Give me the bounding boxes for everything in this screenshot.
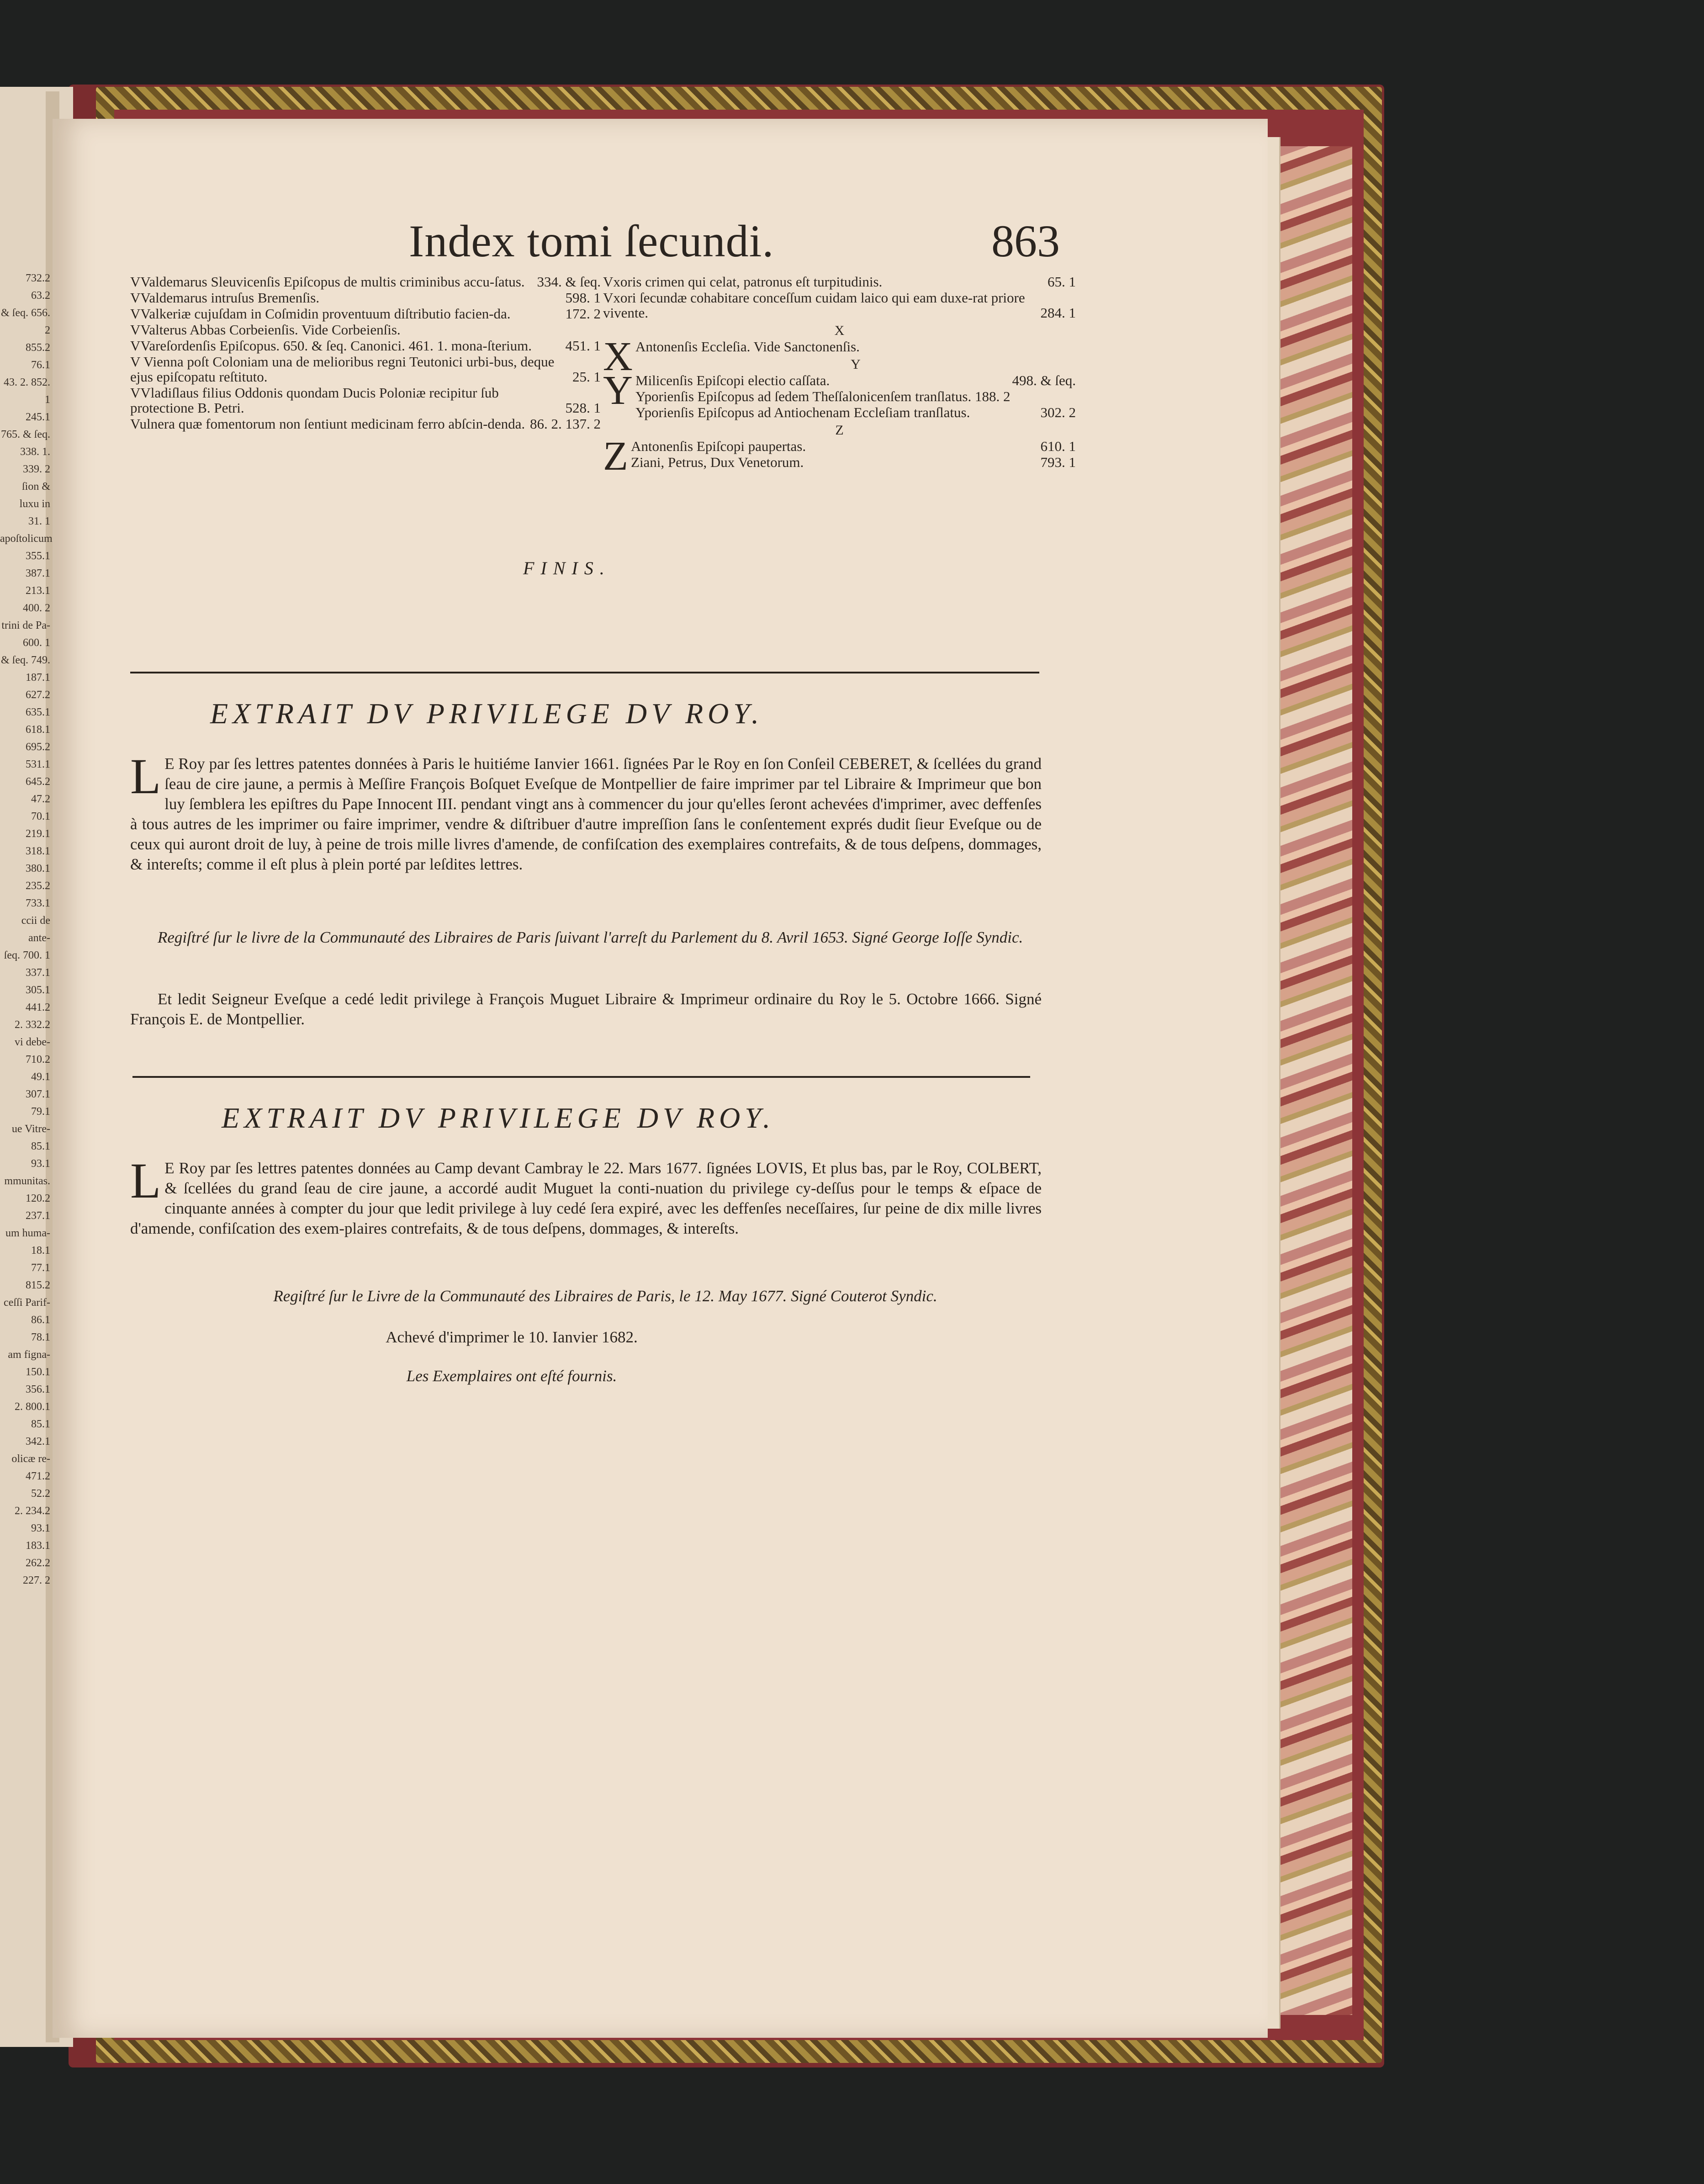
margin-number: 2. 800.1 xyxy=(15,1401,50,1413)
index-entry-pages: 451. 1 xyxy=(565,338,601,354)
margin-number: 305.1 xyxy=(26,984,50,996)
margin-number: 337.1 xyxy=(26,967,50,979)
margin-number: 342.1 xyxy=(26,1436,50,1447)
margin-number: 213.1 xyxy=(26,585,50,597)
index-entry-text: Yporienſis Epiſcopus ad ſedem Theſſalonicenſem tranſlatus. 188. 2 xyxy=(635,388,1011,404)
extrait-title-2: EXTRAIT DV PRIVILEGE DV ROY. xyxy=(222,1102,775,1134)
margin-number: 187.1 xyxy=(26,672,50,684)
index-entry-pages: 498. & ſeq. xyxy=(1012,372,1076,388)
finis: FINIS. xyxy=(523,558,611,578)
index-entry-text: Antonenſis Epiſcopi paupertas. xyxy=(630,438,806,454)
marbled-endpaper xyxy=(1279,146,1352,2015)
margin-number: 63.2 xyxy=(31,290,50,302)
margin-number: am figna- xyxy=(8,1349,50,1361)
index-entry-text: Vxori ſecundæ cohabitare conceſſum cuidam laico qui eam duxe-rat priore vivente. xyxy=(603,290,1025,321)
registration-1: Regiſtré ſur le livre de la Communauté des Libraires de Paris ſuivant l'arreſt du Parlement du 8. Avril 1653. Signé George Ioſſe Syndic. xyxy=(158,928,1023,946)
index-entry xyxy=(130,274,601,289)
margin-number: 85.1 xyxy=(31,1418,50,1430)
margin-number: 47.2 xyxy=(31,793,50,805)
index-entry-pages: 302. 2 xyxy=(1040,404,1076,420)
drop-cap: L xyxy=(130,1153,161,1209)
index-column-left xyxy=(130,274,601,432)
index-entry xyxy=(603,334,1076,379)
index-entry-pages: 65. 1 xyxy=(1048,274,1076,290)
margin-number: 765. & ſeq. xyxy=(1,429,50,440)
margin-number: 441.2 xyxy=(26,1002,50,1013)
margin-number: & ſeq. 656. 2 xyxy=(1,307,50,336)
printing-completed: Achevé d'imprimer le 10. Ianvier 1682. xyxy=(386,1328,638,1346)
margin-number: 627.2 xyxy=(26,689,50,701)
index-entry xyxy=(130,290,601,305)
margin-number: 400. 2 xyxy=(23,602,50,614)
margin-number: um huma- xyxy=(5,1227,50,1239)
margin-number: 710.2 xyxy=(26,1054,50,1065)
margin-number: 120.2 xyxy=(26,1193,50,1204)
index-entry-pages: 528. 1 xyxy=(565,400,601,416)
margin-number: 76.1 xyxy=(31,359,50,371)
margin-number: 600. 1 xyxy=(23,637,50,649)
extrait-title-1: EXTRAIT DV PRIVILEGE DV ROY. xyxy=(210,697,763,730)
page xyxy=(53,119,1268,2038)
margin-number: 52.2 xyxy=(31,1488,50,1500)
index-entry xyxy=(603,274,1076,289)
letter-heading-y: Y xyxy=(851,357,861,372)
privilege-paragraph-2 xyxy=(130,1153,1042,1239)
margin-number: 733.1 xyxy=(26,897,50,909)
margin-number: 355.1 xyxy=(26,550,50,562)
margin-number: ue Vitre- xyxy=(11,1123,50,1135)
index-entry xyxy=(130,306,601,321)
margin-number: 49.1 xyxy=(31,1071,50,1083)
drop-cap: L xyxy=(130,748,161,804)
privilege-text-2: E Roy par ſes lettres patentes données au Camp devant Cambray le 22. Mars 1677. ſignées LOVIS, Et plus bas, par le Roy, COLBERT, & ſcellées du grand ſeau de cire jaune, a accordé audit Muguet la conti-nuation du privilege cy-deſſus pour le temps & eſpace de cinquante années à compter du jour que ledit privilege à luy cedé ſera expiré, avec les deffenſes neceſſaires, ſur peine de dix mille livres d'amende, confiſcation des exem-plaires contrefaits, & de tous deſpens, dommages, & intereſts. xyxy=(130,1159,1042,1237)
index-entry-text: Ziani, Petrus, Dux Venetorum. xyxy=(630,454,804,470)
margin-number: ſion & luxu in xyxy=(19,481,50,510)
index-entry-pages: 598. 1 xyxy=(565,290,601,306)
index-entry-pages: 86. 2. 137. 2 xyxy=(530,416,601,432)
margin-number: 387.1 xyxy=(26,567,50,579)
index-entry-pages: 172. 2 xyxy=(565,306,601,322)
privilege-paragraph-1 xyxy=(130,748,1042,875)
margin-number: 43. 2. 852. 1 xyxy=(4,376,50,406)
index-initial: Y xyxy=(603,368,633,413)
cession-note: Et ledit Seigneur Eveſque a cedé ledit privilege à François Muguet Libraire & Imprimeur ordinaire du Roy le 5. Octobre 1666. Signé François E. de Montpellier. xyxy=(130,990,1042,1028)
letter-heading-x: X xyxy=(834,323,845,338)
margin-number: 815.2 xyxy=(26,1279,50,1291)
margin-number: ccii de ante- xyxy=(21,915,50,944)
margin-number: 235.2 xyxy=(26,880,50,892)
index-entry-pages: 793. 1 xyxy=(1040,454,1076,470)
letter-heading-z: Z xyxy=(835,423,844,438)
index-entry xyxy=(603,389,1076,404)
index-entry-text: Milicenſis Epiſcopi electio caſſata. xyxy=(635,372,830,388)
index-entry-text: Yporienſis Epiſcopus ad Antiochenam Eccleſiam tranſlatus. xyxy=(635,404,970,420)
margin-number: 183.1 xyxy=(26,1540,50,1552)
margin-number: 356.1 xyxy=(26,1384,50,1395)
margin-number: 695.2 xyxy=(26,741,50,753)
margin-number: 237.1 xyxy=(26,1210,50,1222)
privilege-text-1: E Roy par ſes lettres patentes données à Paris le huitiéme Ianvier 1661. ſignées Par le Roy en ſon Conſeil CEBERET, & ſcellées du grand ſeau de cire jaune, a permis à Meſſire François Boſquet Eveſque de Montpellier de faire imprimer par tel Libraire & Imprimeur que bon luy ſemblera les epiſtres du Pape Innocent III. pendant vingt ans à commencer du jour qu'elles ſeront achevées d'imprimer, avec deffenſes à tous autres de les imprimer ou faire imprimer, vendre & diſtribuer d'autre impreſſion ſans le conſentement exprés dudit ſieur Eveſque ou de ceux qui auront droit de luy, à peine de trois mille livres d'amende, de confiſcation des exemplaires contrefaits, & de tous deſpens, dommages, & intereſts; comme il eſt plus à plein porté par leſdites lettres. xyxy=(130,755,1042,873)
index-column-right xyxy=(603,274,1076,479)
margin-number: 262.2 xyxy=(26,1557,50,1569)
margin-number: trini de Pa- xyxy=(1,620,50,631)
margin-number: 93.1 xyxy=(31,1522,50,1534)
index-initial: Z xyxy=(603,434,628,479)
margin-number: 635.1 xyxy=(26,706,50,718)
index-entry-text: VVareſordenſis Epiſcopus. 650. & ſeq. Canonici. 461. 1. mona-ſterium. xyxy=(130,338,532,354)
margin-number: 338. 1. 339. 2 xyxy=(20,446,50,475)
margin-number: 531.1 xyxy=(26,758,50,770)
margin-number: ceſſi Parif- xyxy=(4,1297,50,1309)
index-entry-pages: 25. 1 xyxy=(572,369,601,385)
margin-number: mmunitas. xyxy=(4,1175,50,1187)
margin-number: 85.1 xyxy=(31,1140,50,1152)
index-entry-text: Vxoris crimen qui celat, patronus eſt turpitudinis. xyxy=(603,274,883,290)
margin-number: 645.2 xyxy=(26,776,50,788)
index-entry-pages: 610. 1 xyxy=(1040,438,1076,454)
margin-number: 150.1 xyxy=(26,1366,50,1378)
margin-number: 245.1 xyxy=(26,411,50,423)
index-entry-text: VValterus Abbas Corbeienſis. Vide Corbeienſis. xyxy=(130,322,401,338)
index-entry xyxy=(130,322,601,337)
margin-number: 2. 234.2 xyxy=(15,1505,50,1517)
index-entry xyxy=(130,354,601,384)
margin-number: 227. 2 xyxy=(23,1574,50,1586)
registration-2: Regiſtré ſur le Livre de la Communauté des Libraires de Paris, le 12. May 1677. Signé Couterot Syndic. xyxy=(273,1287,937,1305)
margin-number: 86.1 xyxy=(31,1314,50,1326)
copies-deposited: Les Exemplaires ont eſté fournis. xyxy=(406,1367,617,1385)
index-entry-text: VValkeriæ cujuſdam in Coſmidin proventuum diſtributio facien-da. xyxy=(130,306,511,322)
margin-number: 79.1 xyxy=(31,1106,50,1118)
margin-number: 380.1 xyxy=(26,863,50,875)
index-initial: X xyxy=(603,334,633,379)
margin-number: olicæ re- xyxy=(11,1453,50,1465)
index-entry-text: VValdemarus Sleuvicenſis Epiſcopus de multis criminibus accu-ſatus. xyxy=(130,274,525,290)
margin-number: 70.1 xyxy=(31,811,50,822)
margin-number: 18.1 xyxy=(31,1245,50,1256)
margin-number: 219.1 xyxy=(26,828,50,840)
page-number: 863 xyxy=(991,216,1060,266)
index-entry-pages: 284. 1 xyxy=(1040,305,1076,321)
margin-number: 31. 1 xyxy=(28,515,50,527)
margin-number: apoſtolicum xyxy=(0,533,53,545)
margin-number: ſeq. 700. 1 xyxy=(4,949,50,961)
left-page-margin-numbers xyxy=(0,270,53,1589)
margin-number: 855.2 xyxy=(26,342,50,354)
index-entry xyxy=(130,385,601,415)
index-entry xyxy=(603,455,1076,470)
index-entry xyxy=(130,338,601,353)
margin-number: & ſeq. 749. xyxy=(1,654,50,666)
margin-number: 471.2 xyxy=(26,1470,50,1482)
index-entry-text: Vulnera quæ fomentorum non ſentiunt medicinam ferro abſcin-denda. xyxy=(130,416,525,432)
divider-rule xyxy=(130,672,1039,673)
divider-rule xyxy=(132,1076,1030,1078)
margin-number: 93.1 xyxy=(31,1158,50,1170)
index-entry-text: V Vienna poſt Coloniam una de melioribus regni Teutonici urbi-bus, deque ejus epiſcopatu reſtituto. xyxy=(130,354,555,385)
index-entry xyxy=(603,290,1076,320)
index-entry-text: VVladiſlaus filius Oddonis quondam Ducis Poloniæ recipitur ſub protectione B. Petri. xyxy=(130,385,499,416)
margin-number: 618.1 xyxy=(26,724,50,736)
margin-number: vi debe- xyxy=(15,1036,50,1048)
margin-number: 78.1 xyxy=(31,1331,50,1343)
margin-number: 307.1 xyxy=(26,1088,50,1100)
page-title: Index tomi ſecundi. xyxy=(409,216,774,266)
index-entry-text: Antonenſis Eccleſia. Vide Sanctonenſis. xyxy=(635,339,860,355)
margin-number: 2. 332.2 xyxy=(15,1019,50,1031)
index-entry xyxy=(130,416,601,431)
index-entry xyxy=(603,405,1076,420)
margin-number: 732.2 xyxy=(26,272,50,284)
margin-number: 77.1 xyxy=(31,1262,50,1274)
index-entry-pages: 334. & ſeq. xyxy=(537,274,601,290)
index-entry-text: VValdemarus intruſus Bremenſis. xyxy=(130,290,320,306)
margin-number: 318.1 xyxy=(26,845,50,857)
